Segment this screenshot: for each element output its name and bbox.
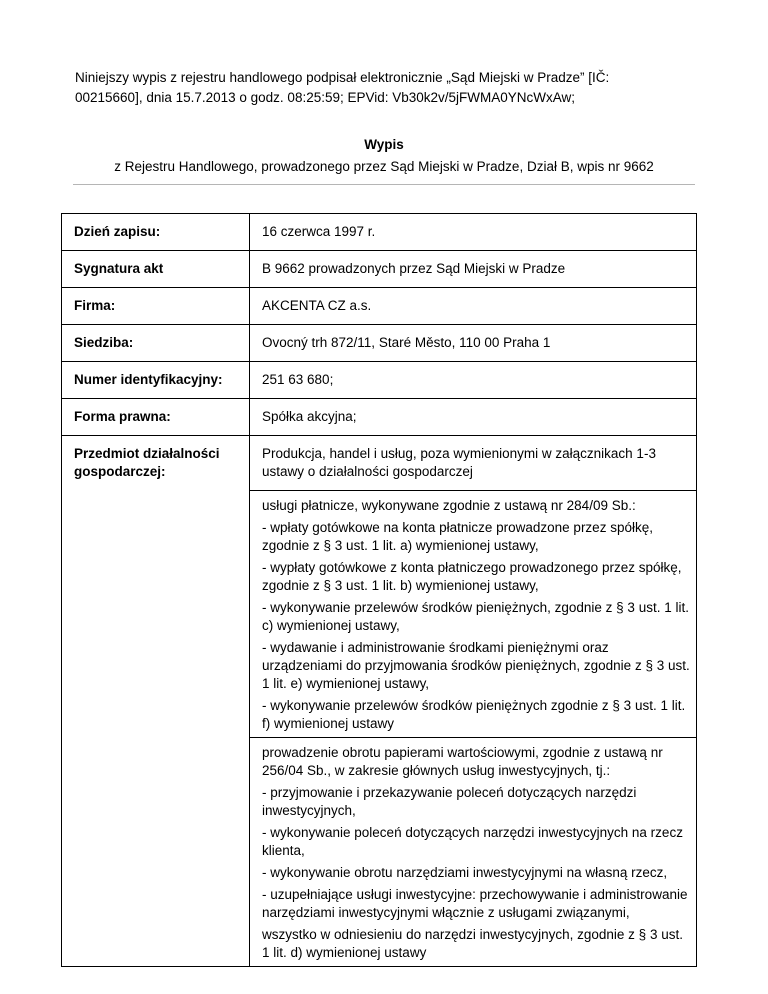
list-item: - wykonywanie przelewów środków pieniężnych, zgodnie z § 3 ust. 1 lit. c) wymienionej ustawy, <box>262 600 689 633</box>
list-item: - wykonywanie obrotu narzędziami inwestycyjnymi na własną rzecz, <box>262 865 668 880</box>
table-row <box>62 251 697 288</box>
registry-table <box>61 213 697 967</box>
row-label-seat: Siedziba: <box>62 325 250 362</box>
row-label-file-number: Sygnatura akt <box>62 251 250 288</box>
document-subtitle: z Rejestru Handlowego, prowadzonego przez Sąd Miejski w Pradze, Dział B, wpis nr 9662 <box>114 159 654 174</box>
activity-securities-services <box>250 738 697 967</box>
table-row <box>62 214 697 251</box>
signature-notice: Niniejszy wypis z rejestru handlowego podpisał elektronicznie „Sąd Miejski w Pradze” [IČ: 00215660], dnia 15.7.2013 o godz. 08:25:59; EPVid: Vb30k2v/5jFWMA0YNcWxAw; <box>75 70 610 105</box>
table-row <box>62 399 697 436</box>
list-item: - uzupełniające usługi inwestycyjne: przechowywanie i administrowanie narzędziami inwestycyjnymi włącznie z usługami związanymi, <box>262 887 688 920</box>
row-value-id-number: 251 63 680; <box>250 362 697 399</box>
list-item: prowadzenie obrotu papierami wartościowymi, zgodnie z ustawą nr 256/04 Sb., w zakresie głównych usług inwestycyjnych, tj.: <box>262 745 663 778</box>
row-label-legal-form: Forma prawna: <box>62 399 250 436</box>
row-value-seat: Ovocný trh 872/11, Staré Město, 110 00 Praha 1 <box>250 325 697 362</box>
document-title: Wypis <box>364 137 404 152</box>
row-label-id-number: Numer identyfikacyjny: <box>62 362 250 399</box>
row-label-company: Firma: <box>62 288 250 325</box>
row-value-legal-form: Spółka akcyjna; <box>250 399 697 436</box>
row-label-business-activity: Przedmiot działalności gospodarczej: <box>62 436 250 967</box>
list-item: - wykonywanie poleceń dotyczących narzędzi inwestycyjnych na rzecz klienta, <box>262 825 683 858</box>
list-item: wszystko w odniesieniu do narzędzi inwestycyjnych, zgodnie z § 3 ust. 1 lit. d) wymienionej ustawy <box>262 927 683 960</box>
list-item: - wpłaty gotówkowe na konta płatnicze prowadzone przez spółkę, zgodnie z § 3 ust. 1 lit. a) wymienionej ustawy, <box>262 520 653 553</box>
horizontal-divider <box>73 184 695 185</box>
list-item: - wykonywanie przelewów środków pieniężnych zgodnie z § 3 ust. 1 lit. f) wymienionej ustawy <box>262 698 686 731</box>
activity-general: Produkcja, handel i usług, poza wymienionymi w załącznikach 1-3 ustawy o działalności gospodarczej <box>250 436 697 491</box>
table-row <box>62 325 697 362</box>
activity-payment-services <box>250 491 697 738</box>
list-item: - wypłaty gotówkowe z konta płatniczego prowadzonego przez spółkę, zgodnie z § 3 ust. 1 lit. b) wymienionej ustawy, <box>262 560 682 593</box>
table-row <box>62 436 697 491</box>
list-item: usługi płatnicze, wykonywane zgodnie z ustawą nr 284/09 Sb.: <box>262 498 636 513</box>
row-value-file-number: B 9662 prowadzonych przez Sąd Miejski w Pradze <box>250 251 697 288</box>
row-value-company: AKCENTA CZ a.s. <box>250 288 697 325</box>
table-row <box>62 362 697 399</box>
list-item: - przyjmowanie i przekazywanie poleceń dotyczących narzędzi inwestycyjnych, <box>262 785 637 818</box>
row-label-entry-date: Dzień zapisu: <box>62 214 250 251</box>
row-value-entry-date: 16 czerwca 1997 r. <box>250 214 697 251</box>
table-row <box>62 288 697 325</box>
list-item: - wydawanie i administrowanie środkami pieniężnymi oraz urządzeniami do przyjmowania środków pieniężnych, zgodnie z § 3 ust. 1 lit. e) wymienionej ustawy, <box>262 640 690 691</box>
